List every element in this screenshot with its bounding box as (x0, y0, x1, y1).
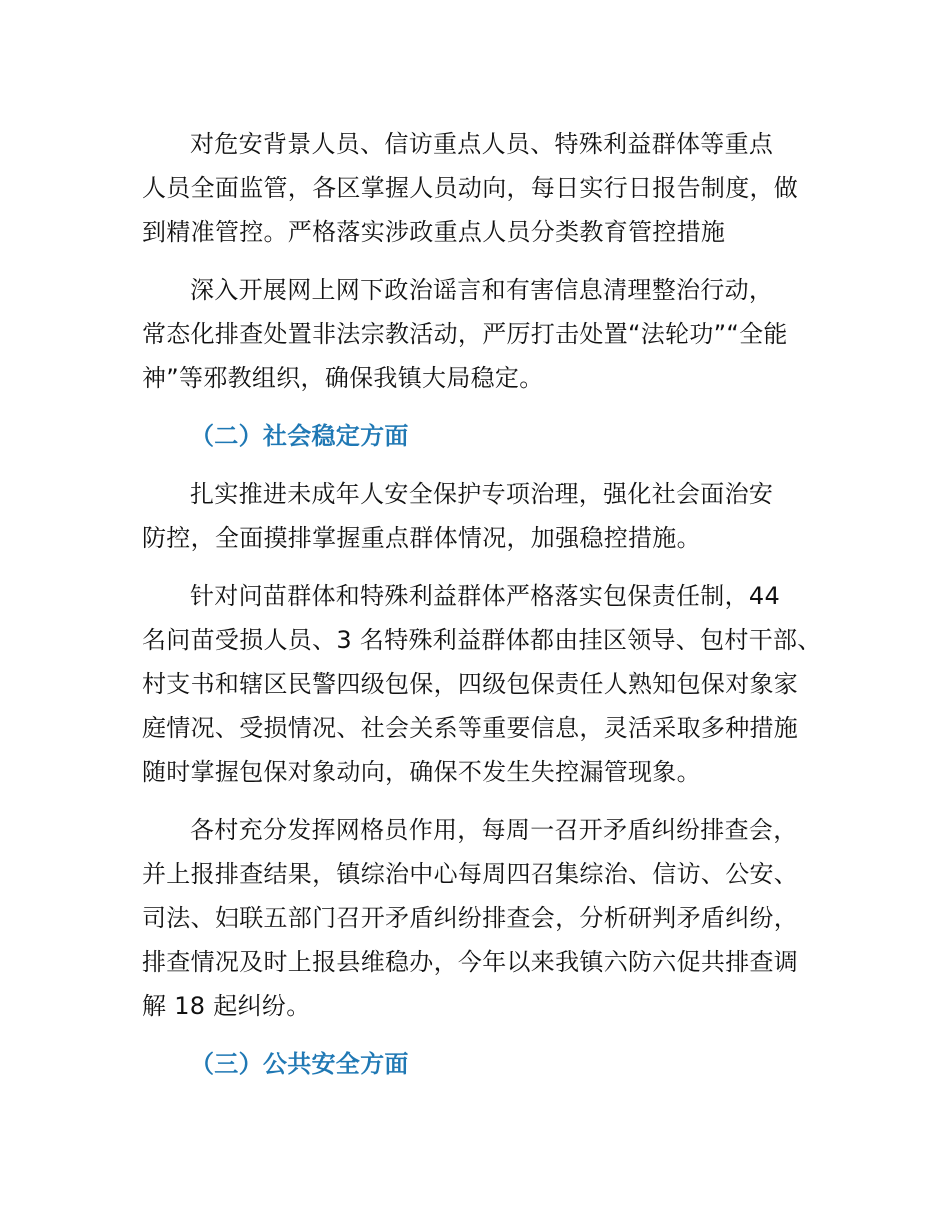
paragraph-line: 对危安背景人员、信访重点人员、特殊利益群体等重点 (190, 130, 774, 158)
paragraph-5 (142, 808, 822, 1028)
paragraph-line: 随时掌握包保对象动向，确保不发生失控漏管现象。 (142, 758, 701, 786)
paragraph-3 (142, 472, 822, 560)
paragraph-1 (142, 122, 822, 254)
paragraph-line: 防控，全面摸排掌握重点群体情况，加强稳控措施。 (142, 524, 701, 552)
paragraph-line: 司法、妇联五部门召开矛盾纠纷排查会，分析研判矛盾纠纷， (142, 904, 799, 932)
paragraph-line: 人员全面监管，各区掌握人员动向，每日实行日报告制度，做 (142, 174, 799, 202)
paragraph-line: 扎实推进未成年人安全保护专项治理，强化社会面治安 (190, 480, 774, 508)
paragraph-line: 神”等邪教组织，确保我镇大局稳定。 (142, 364, 544, 392)
paragraph-line: 并上报排查结果，镇综治中心每周四召集综治、信访、公安、 (142, 860, 799, 888)
paragraph-line: 常态化排查处置非法宗教活动，严厉打击处置“法轮功”“全能 (142, 320, 788, 348)
paragraph-line: 排查情况及时上报县维稳办，今年以来我镇六防六促共排查调 (142, 948, 799, 976)
paragraph-2 (142, 268, 822, 400)
paragraph-line: 到精准管控。严格落实涉政重点人员分类教育管控措施 (142, 218, 726, 246)
paragraph-line: 庭情况、受损情况、社会关系等重要信息，灵活采取多种措施 (142, 714, 799, 742)
paragraph-line: 各村充分发挥网格员作用，每周一召开矛盾纠纷排查会， (190, 816, 798, 844)
paragraph-line: 村支书和辖区民警四级包保，四级包保责任人熟知包保对象家 (142, 670, 799, 698)
section-heading-social-stability: （二）社会稳定方面 (190, 422, 409, 450)
paragraph-line: 解 18 起纠纷。 (142, 992, 311, 1020)
document-body (142, 122, 822, 1100)
paragraph-line: 深入开展网上网下政治谣言和有害信息清理整治行动， (190, 276, 774, 304)
paragraph-line: 名问苗受损人员、3 名特殊利益群体都由挂区领导、包村干部、 (142, 626, 822, 654)
paragraph-4 (142, 574, 822, 794)
section-heading-public-safety: （三）公共安全方面 (190, 1050, 409, 1078)
paragraph-line: 针对问苗群体和特殊利益群体严格落实包保责任制，44 (190, 582, 781, 610)
